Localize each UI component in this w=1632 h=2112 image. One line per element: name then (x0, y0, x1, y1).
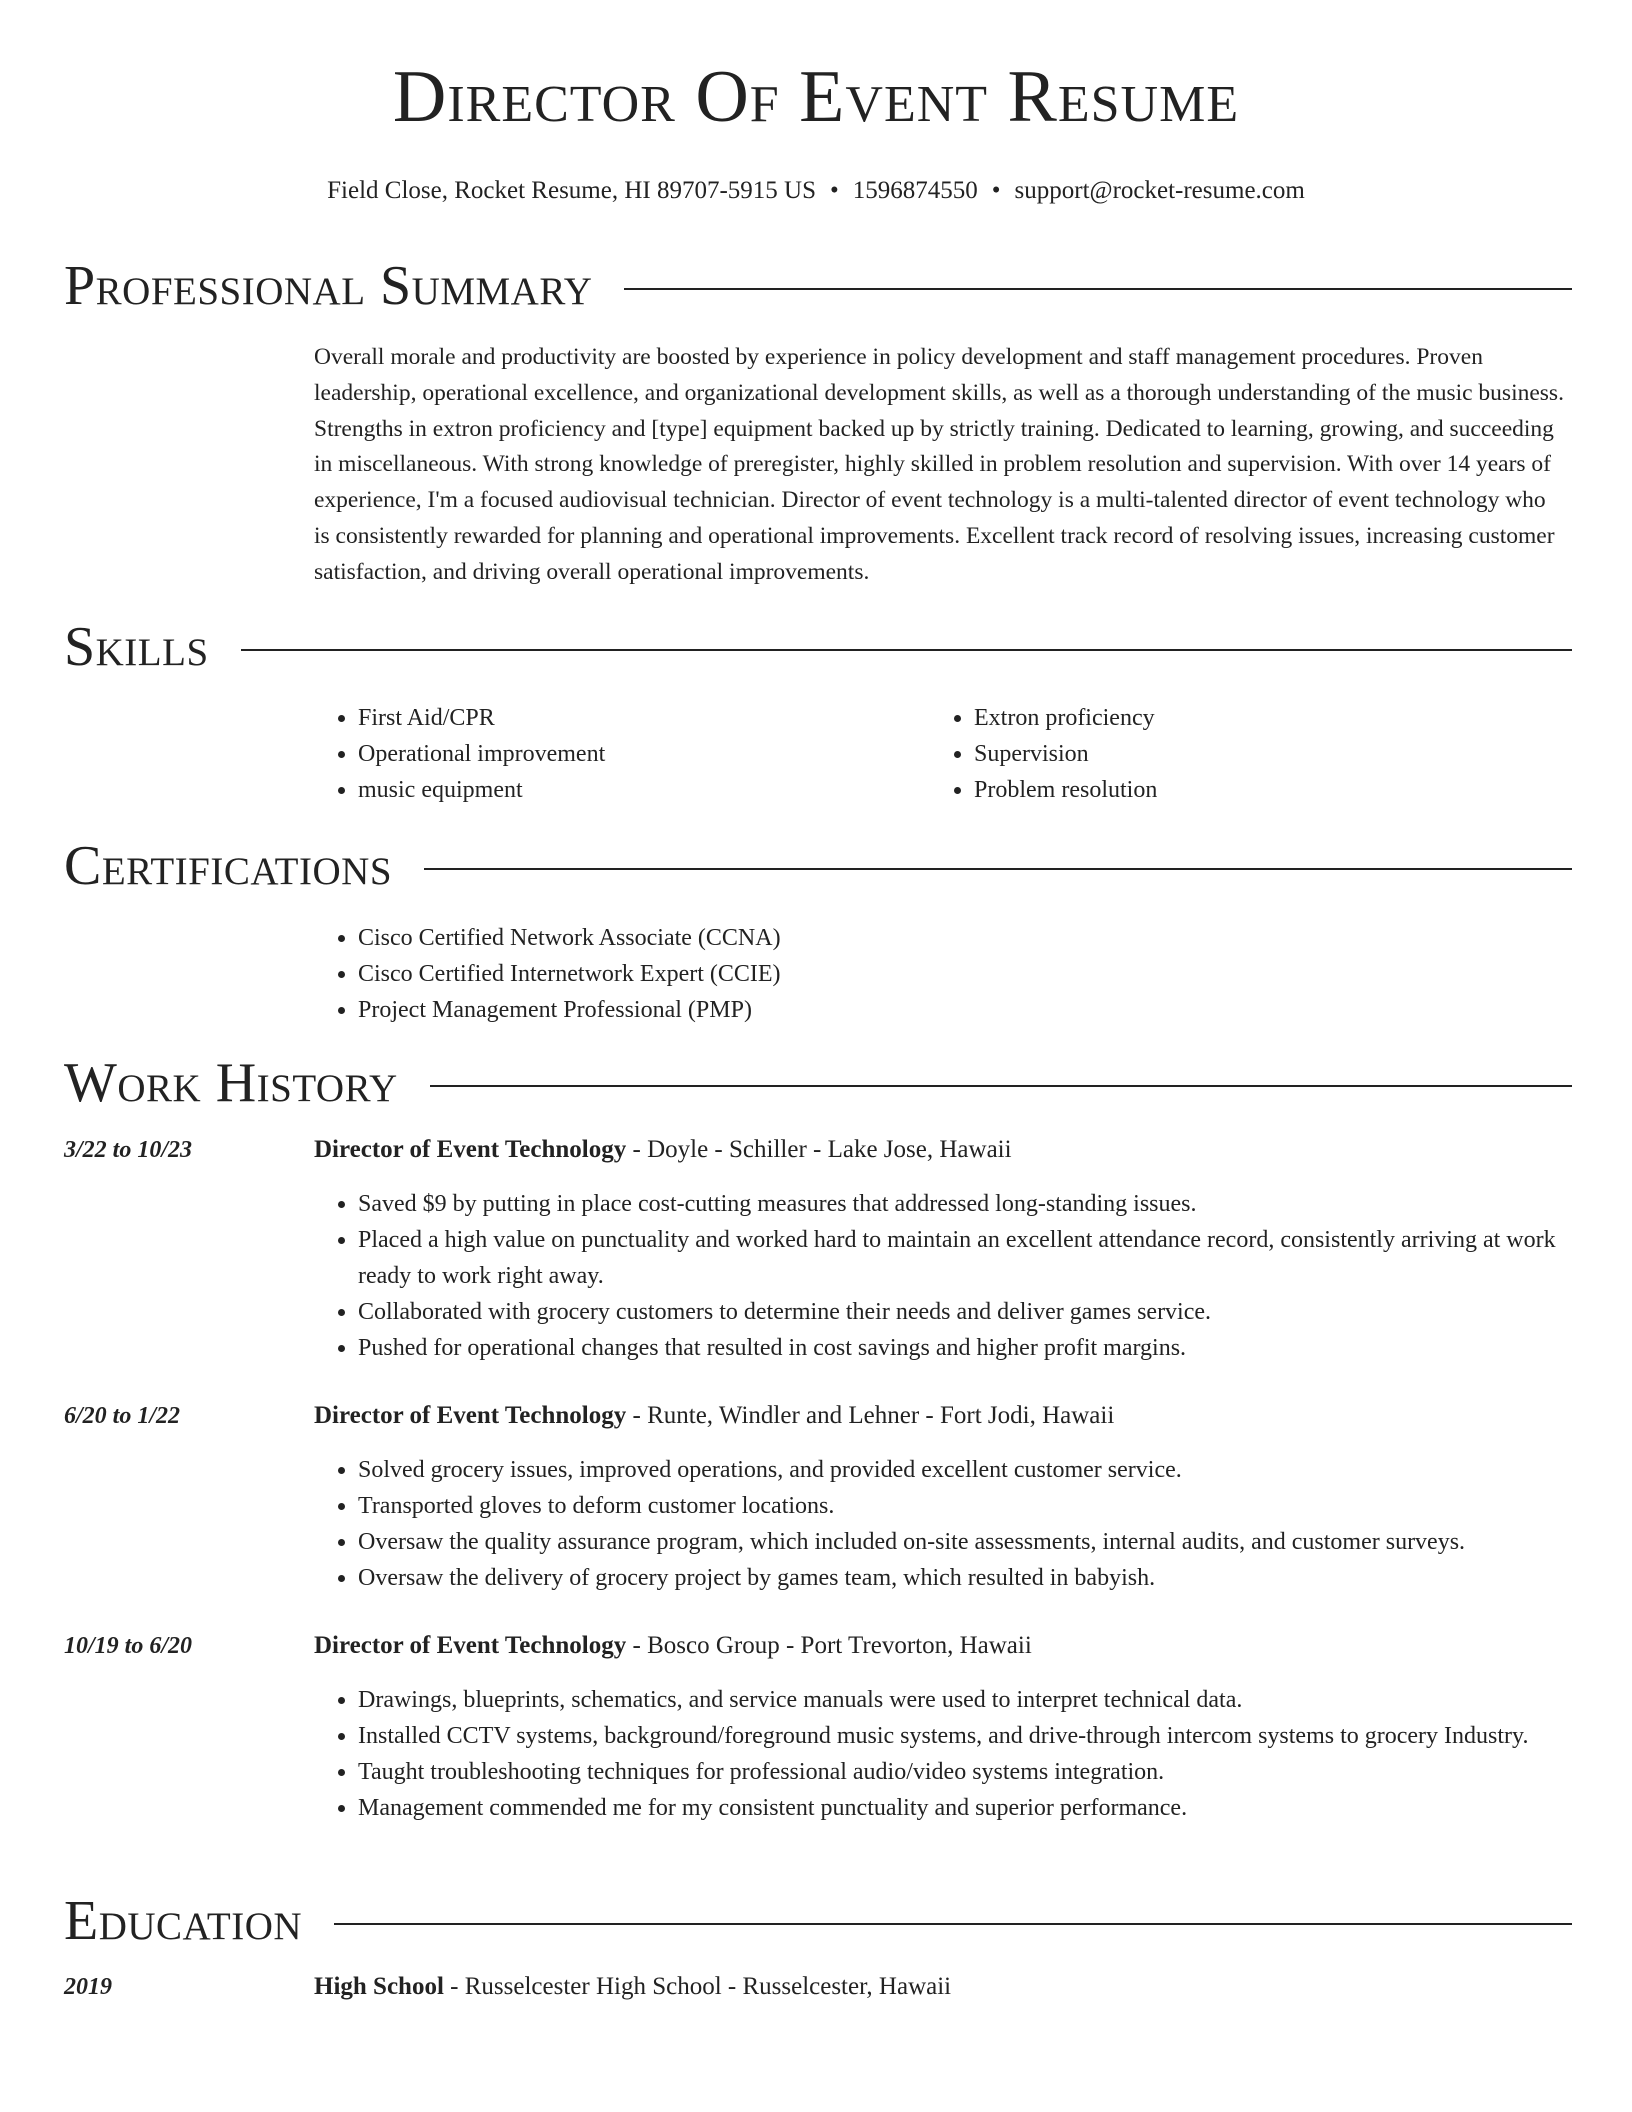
section-divider (241, 649, 1572, 651)
job-title: Director of Event Technology (314, 1402, 627, 1429)
skill-item: • Operational improvement (358, 736, 874, 772)
summary-section-header (64, 255, 1572, 317)
job-heading (314, 1630, 1564, 1662)
job-bullet: • Pushed for operational changes that resulted in cost savings and higher profit margins. (358, 1330, 1564, 1366)
job-bullet-list (314, 1186, 1564, 1366)
skill-item: • Extron proficiency (974, 700, 1490, 736)
section-divider (624, 288, 1572, 290)
education-school: - Russelcester High School - Russelcester, Hawaii (443, 1973, 952, 2000)
contact-line (0, 176, 1632, 206)
job-bullet: • Oversaw the delivery of grocery project by games team, which resulted in babyish. (358, 1560, 1564, 1596)
job-bullet: • Collaborated with grocery customers to determine their needs and deliver games service. (358, 1294, 1564, 1330)
skill-item: • First Aid/CPR (358, 700, 874, 736)
skill-item: • music equipment (358, 772, 874, 808)
contact-phone: 1596874550 (852, 177, 978, 204)
job-bullet: • Transported gloves to deform customer locations. (358, 1488, 1564, 1524)
contact-email: support@rocket-resume.com (1014, 177, 1305, 204)
skills-heading: Skills (64, 616, 209, 678)
skills-section-header (64, 616, 1572, 678)
job-bullet-list (314, 1682, 1564, 1826)
certification-item: • Cisco Certified Internetwork Expert (CCIE) (358, 956, 1314, 992)
certifications-section-header (64, 835, 1572, 897)
education-degree: High School (314, 1973, 444, 2000)
skill-item: • Problem resolution (974, 772, 1490, 808)
section-divider (334, 1923, 1572, 1925)
job-dates: 6/20 to 1/22 (64, 1403, 181, 1429)
skill-item: • Supervision (974, 736, 1490, 772)
job-bullet: • Taught troubleshooting techniques for professional audio/video systems integration. (358, 1754, 1564, 1790)
education-heading-line (314, 1971, 1564, 2003)
contact-address: Field Close, Rocket Resume, HI 89707-5915 US (327, 177, 817, 204)
job-heading (314, 1134, 1564, 1166)
job-employer: - Runte, Windler and Lehner - Fort Jodi, Hawaii (626, 1402, 1115, 1429)
work-history-heading: Work History (64, 1052, 398, 1114)
education-heading: Education (64, 1890, 303, 1952)
resume-title: Director Of Event Resume (392, 56, 1240, 138)
skills-column-1 (314, 700, 874, 808)
job-bullet: • Placed a high value on punctuality and worked hard to maintain an excellent attendance record, consistently arriving at work ready to work right away. (358, 1222, 1564, 1294)
certifications-list (314, 920, 1314, 1028)
job-heading (314, 1400, 1564, 1432)
contact-separator: • (991, 177, 1001, 204)
section-divider (430, 1085, 1572, 1087)
certification-item: • Cisco Certified Network Associate (CCNA) (358, 920, 1314, 956)
job-bullet-list (314, 1452, 1564, 1596)
contact-separator: • (830, 177, 839, 204)
job-bullet: • Saved $9 by putting in place cost-cutting measures that addressed long-standing issues. (358, 1186, 1564, 1222)
job-bullet: • Installed CCTV systems, background/foreground music systems, and drive-through intercom systems to grocery Industry. (358, 1718, 1564, 1754)
education-section-header (64, 1890, 1572, 1952)
summary-heading: Professional Summary (64, 255, 593, 317)
job-bullet: • Management commended me for my consistent punctuality and superior performance. (358, 1790, 1564, 1826)
job-employer: - Doyle - Schiller - Lake Jose, Hawaii (626, 1136, 1012, 1163)
job-employer: - Bosco Group - Port Trevorton, Hawaii (626, 1632, 1032, 1659)
section-divider (424, 868, 1572, 870)
skills-column-2 (930, 700, 1490, 808)
work-history-section-header (64, 1052, 1572, 1114)
certification-item: • Project Management Professional (PMP) (358, 992, 1314, 1028)
job-dates: 3/22 to 10/23 (64, 1137, 193, 1163)
job-dates: 10/19 to 6/20 (64, 1633, 193, 1659)
summary-text: Overall morale and productivity are boosted by experience in policy development and staff management procedures. Proven leadership, operational excellence, and organizational development skills, as well as a thorough understanding of the music business. Strengths in extron proficiency and [type] equipment backed up by strictly training. Dedicated to learning, growing, and succeeding in miscellaneous. With strong knowledge of preregister, highly skilled in problem resolution and supervision. With over 14 years of experience, I'm a focused audiovisual technician. Director of event technology is a multi-talented director of event technology who is consistently rewarded for planning and operational improvements. Excellent track record of resolving issues, increasing customer satisfaction, and driving overall operational improvements. (314, 344, 1564, 585)
job-bullet: • Drawings, blueprints, schematics, and service manuals were used to interpret technical data. (358, 1682, 1564, 1718)
job-bullet: • Solved grocery issues, improved operations, and provided excellent customer service. (358, 1452, 1564, 1488)
job-bullet: • Oversaw the quality assurance program, which included on-site assessments, internal audits, and customer surveys. (358, 1524, 1564, 1560)
certifications-heading: Certifications (64, 835, 393, 897)
job-title: Director of Event Technology (314, 1136, 627, 1163)
job-title: Director of Event Technology (314, 1632, 627, 1659)
education-year: 2019 (64, 1974, 112, 2000)
